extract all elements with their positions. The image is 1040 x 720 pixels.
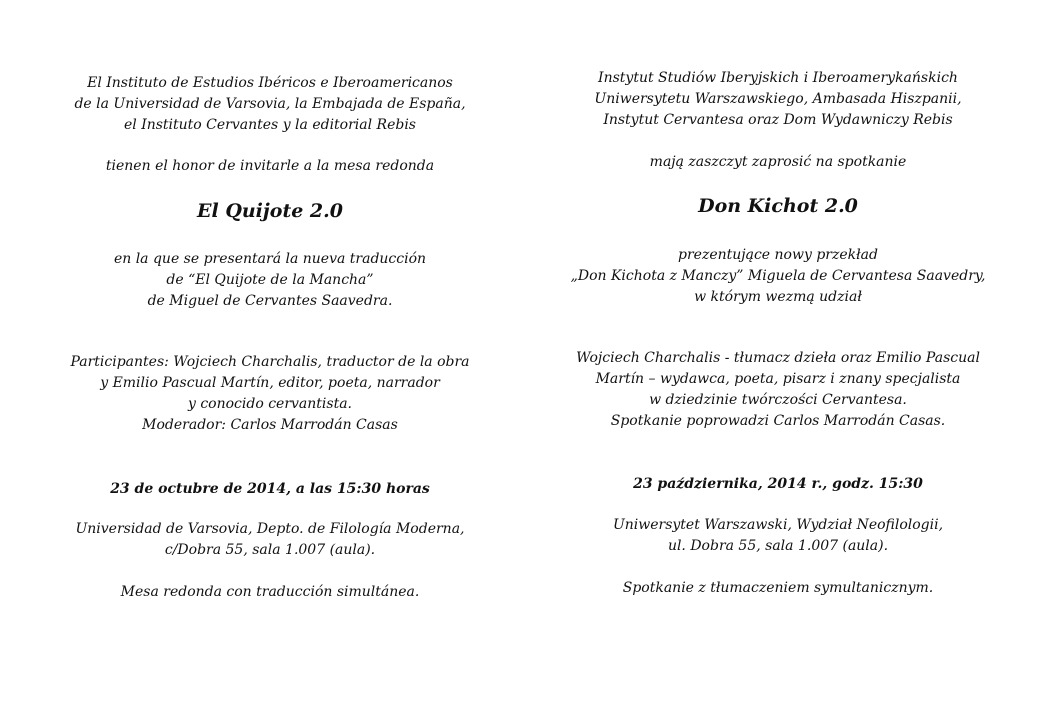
spanish-organizers-line: de la Universidad de Varsovia, la Embajada de España, — [74, 96, 466, 112]
spanish-note — [20, 582, 520, 603]
spanish-date-text: 23 de octubre de 2014, a las 15:30 horas — [110, 481, 430, 497]
spanish-organizers-line: el Instituto Cervantes y la editorial Rebis — [123, 117, 416, 133]
polish-presentation — [528, 245, 1028, 308]
spanish-venue-line: c/Dobra 55, sala 1.007 (aula). — [164, 542, 376, 558]
polish-participants — [528, 348, 1028, 432]
spanish-presentation-line: en la que se presentará la nueva traducción — [113, 251, 427, 267]
polish-organizers-line: Uniwersytetu Warszawskiego, Ambasada Hiszpanii, — [594, 91, 962, 107]
polish-presentation-line: „Don Kichota z Manczy” Miguela de Cervantesa Saavedry, — [570, 268, 986, 284]
polish-note-text: Spotkanie z tłumaczeniem symultanicznym. — [622, 580, 934, 596]
spanish-invitation-text — [20, 156, 520, 177]
spanish-participants-line: Moderador: Carlos Marrodán Casas — [142, 417, 398, 433]
spanish-presentation-line: de Miguel de Cervantes Saavedra. — [147, 293, 393, 309]
spanish-venue — [20, 519, 520, 561]
polish-venue-line: Uniwersytet Warszawski, Wydział Neofilologii, — [612, 517, 944, 533]
spanish-participants-line: y conocido cervantista. — [187, 396, 353, 412]
spanish-title-text: El Quijote 2.0 — [197, 200, 343, 222]
spanish-invitation-line: tienen el honor de invitarle a la mesa redonda — [105, 158, 435, 174]
spanish-organizers-line: El Instituto de Estudios Ibéricos e Iberoamericanos — [87, 75, 453, 91]
spanish-presentation — [20, 249, 520, 312]
polish-title — [528, 194, 1028, 218]
polish-title-text: Don Kichot 2.0 — [698, 195, 858, 217]
polish-organizers — [528, 68, 1028, 131]
polish-organizers-line: Instytut Studiów Iberyjskich i Iberoamerykańskich — [598, 70, 958, 86]
polish-date-text: 23 października, 2014 r., godz. 15:30 — [633, 476, 923, 492]
polish-invitation-text — [528, 152, 1028, 173]
polish-venue-line: ul. Dobra 55, sala 1.007 (aula). — [667, 538, 889, 554]
spanish-date — [20, 479, 520, 500]
polish-note — [528, 578, 1028, 599]
polish-date — [528, 474, 1028, 495]
spanish-participants — [20, 352, 520, 436]
spanish-venue-line: Universidad de Varsovia, Depto. de Filología Moderna, — [75, 521, 465, 537]
polish-participants-line: Spotkanie poprowadzi Carlos Marrodán Casas. — [610, 413, 946, 429]
spanish-presentation-line: de “El Quijote de la Mancha” — [166, 272, 374, 288]
polish-presentation-line: prezentujące nowy przekład — [678, 247, 878, 263]
polish-venue — [528, 515, 1028, 557]
polish-participants-line: Martín – wydawca, poeta, pisarz i znany specjalista — [595, 371, 961, 387]
spanish-organizers — [20, 73, 520, 136]
polish-participants-line: w dziedzinie twórczości Cervantesa. — [649, 392, 907, 408]
polish-participants-line: Wojciech Charchalis - tłumacz dzieła oraz Emilio Pascual — [576, 350, 980, 366]
polish-organizers-line: Instytut Cervantesa oraz Dom Wydawniczy Rebis — [603, 112, 953, 128]
spanish-participants-line: y Emilio Pascual Martín, editor, poeta, narrador — [100, 375, 440, 391]
polish-presentation-line: w którym wezmą udział — [694, 289, 862, 305]
spanish-title — [20, 199, 520, 223]
polish-invitation-line: mają zaszczyt zaprosić na spotkanie — [649, 154, 907, 170]
spanish-note-text: Mesa redonda con traducción simultánea. — [120, 584, 420, 600]
spanish-participants-line: Participantes: Wojciech Charchalis, traductor de la obra — [70, 354, 470, 370]
